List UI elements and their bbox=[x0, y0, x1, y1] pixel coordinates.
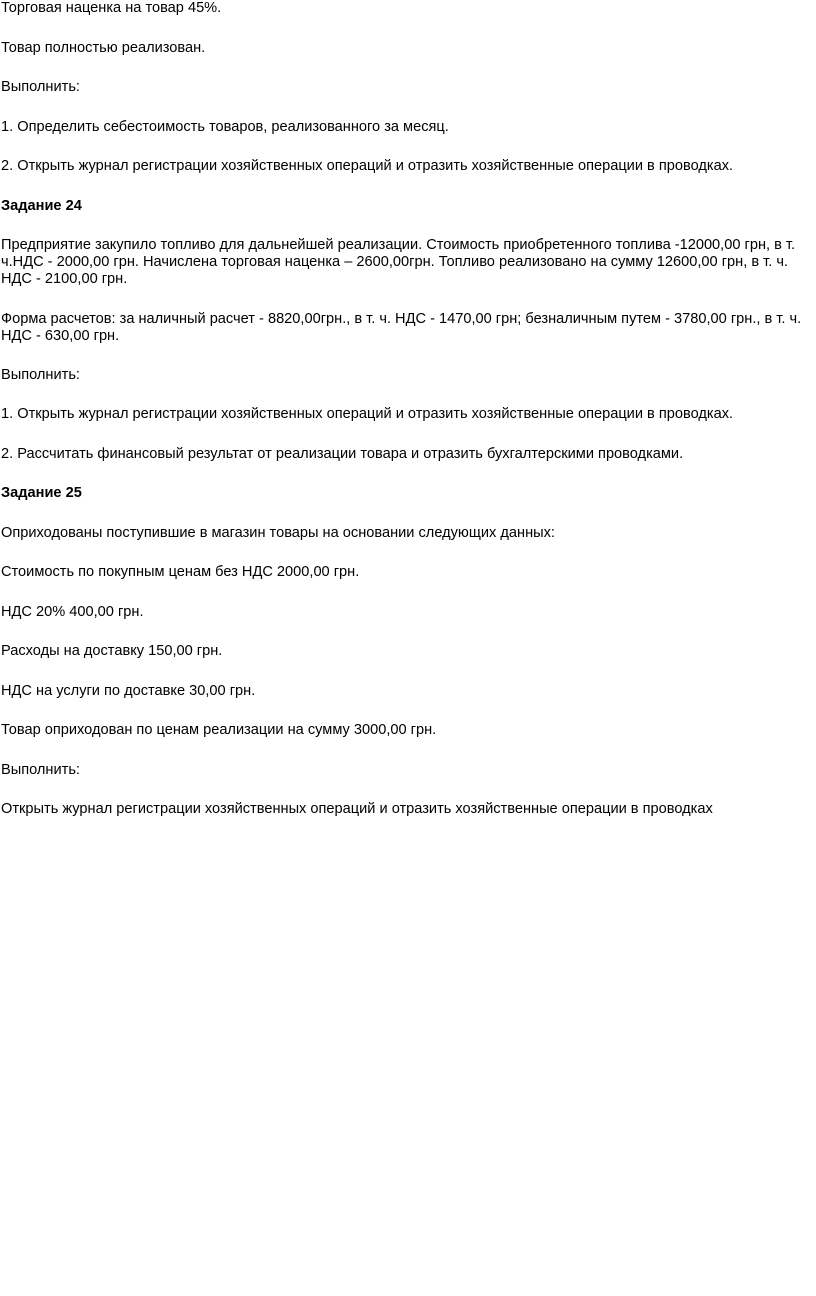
task-25-cost: Стоимость по покупным ценам без НДС 2000,00 грн. bbox=[1, 564, 360, 580]
intro-perform-label: Выполнить: bbox=[1, 79, 80, 95]
task-25-sale-price: Товар оприходован по ценам реализации на сумму 3000,00 грн. bbox=[1, 722, 437, 738]
task-25-perform-label: Выполнить: bbox=[1, 762, 80, 778]
task-25-delivery: Расходы на доставку 150,00 грн. bbox=[1, 643, 223, 659]
task-25-delivery-vat: НДС на услуги по доставке 30,00 грн. bbox=[1, 683, 256, 699]
task-24-heading: Задание 24 bbox=[1, 198, 82, 214]
task-25-vat: НДС 20% 400,00 грн. bbox=[1, 604, 144, 620]
task-25-description: Оприходованы поступившие в магазин товары на основании следующих данных: bbox=[1, 525, 555, 541]
task-24-task-1: 1. Открыть журнал регистрации хозяйственных операций и отразить хозяйственные операции в проводках. bbox=[1, 406, 734, 422]
task-24-payment: Форма расчетов: за наличный расчет - 8820,00грн., в т. ч. НДС - 1470,00 грн; безналичным путем - 3780,00 грн., в т. ч. НДС - 630,00 грн. bbox=[1, 311, 802, 344]
intro-sold-text: Товар полностью реализован. bbox=[1, 40, 206, 56]
intro-task-2: 2. Открыть журнал регистрации хозяйственных операций и отразить хозяйственные операции в проводках. bbox=[1, 158, 734, 174]
task-24-description: Предприятие закупило топливо для дальнейшей реализации. Стоимость приобретенного топлива -12000,00 грн, в т. ч.НДС - 2000,00 грн. Начислена торговая наценка – 2600,00грн. Топливо реализовано на сумму 12600,00 грн, в т. ч. НДС - 2100,00 грн. bbox=[1, 237, 796, 287]
intro-markup-text: Торговая наценка на товар 45%. bbox=[1, 0, 222, 16]
task-25-task: Открыть журнал регистрации хозяйственных операций и отразить хозяйственные операции в проводках bbox=[1, 801, 713, 817]
task-24-perform-label: Выполнить: bbox=[1, 367, 80, 383]
task-24-task-2: 2. Рассчитать финансовый результат от реализации товара и отразить бухгалтерскими проводками. bbox=[1, 446, 684, 462]
intro-task-1: 1. Определить себестоимость товаров, реализованного за месяц. bbox=[1, 119, 449, 135]
task-25-heading: Задание 25 bbox=[1, 485, 82, 501]
